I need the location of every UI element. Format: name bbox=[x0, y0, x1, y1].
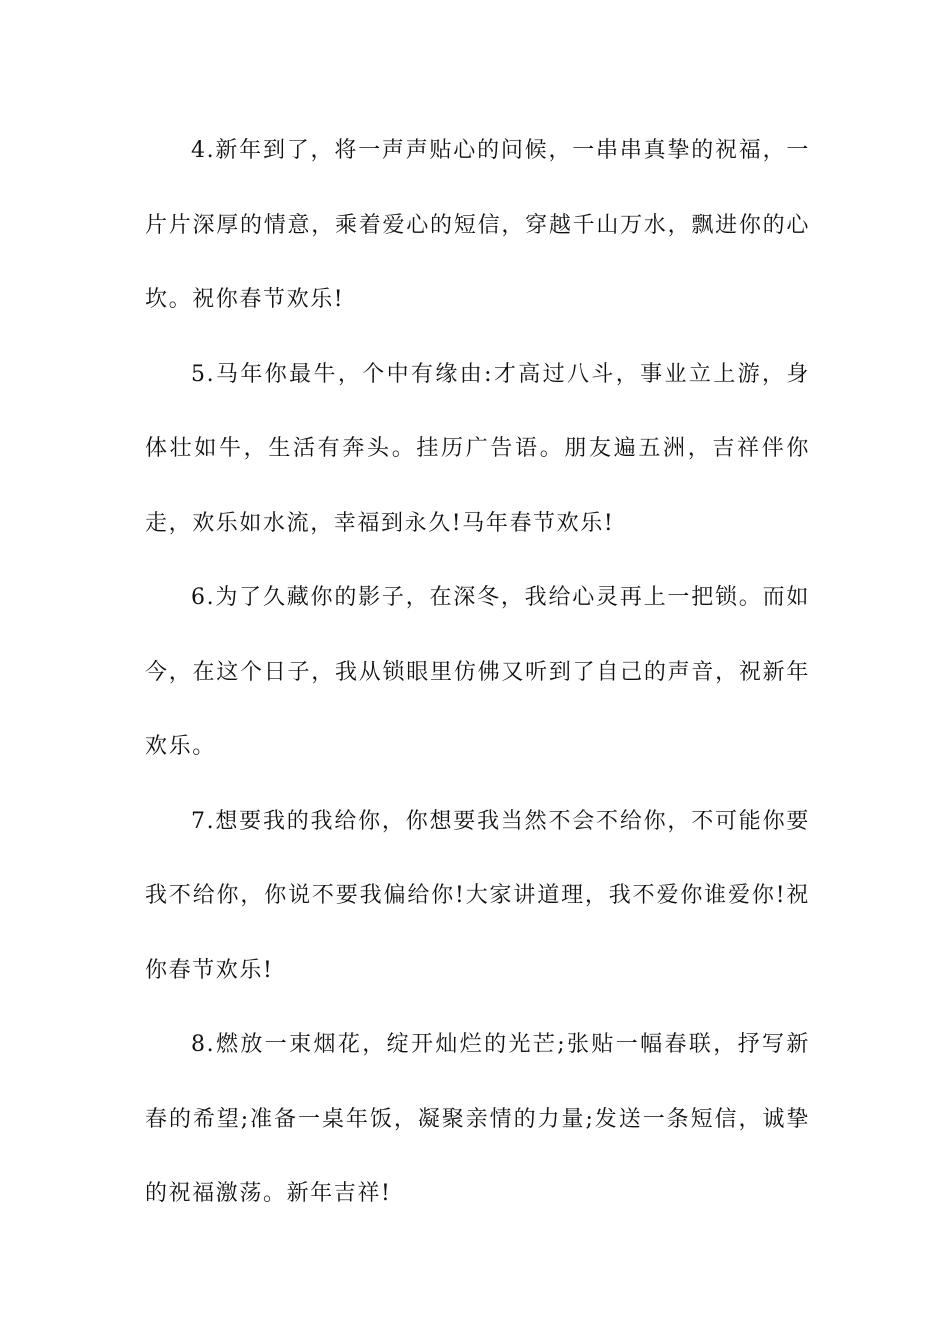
paragraph-7: 7.想要我的我给你，你想要我当然不会不给你，不可能你要我不给你，你说不要我偏给你!大家讲道理，我不爱你谁爱你!祝你春节欢乐! bbox=[145, 808, 810, 983]
paragraph-6: 6.为了久藏你的影子，在深冬，我给心灵再上一把锁。而如今，在这个日子，我从锁眼里仿佛又听到了自己的声音，祝新年欢乐。 bbox=[145, 585, 810, 759]
paragraph-8: 8.燃放一束烟花，绽开灿烂的光芒;张贴一幅春联，抒写新春的希望;准备一桌年饭，凝聚亲情的力量;发送一条短信，诚挚的祝福激荡。新年吉祥! bbox=[145, 1032, 810, 1206]
paragraph-4: 4.新年到了，将一声声贴心的问候，一串串真挚的祝福，一片片深厚的情意，乘着爱心的短信，穿越千山万水，飘进你的心坎。祝你春节欢乐! bbox=[145, 138, 810, 312]
paragraph-5: 5.马年你最牛，个中有缘由:才高过八斗，事业立上游，身体壮如牛，生活有奔头。挂历广告语。朋友遍五洲，吉祥伴你走，欢乐如水流，幸福到永久!马年春节欢乐! bbox=[145, 361, 810, 536]
document-body bbox=[145, 114, 810, 1232]
